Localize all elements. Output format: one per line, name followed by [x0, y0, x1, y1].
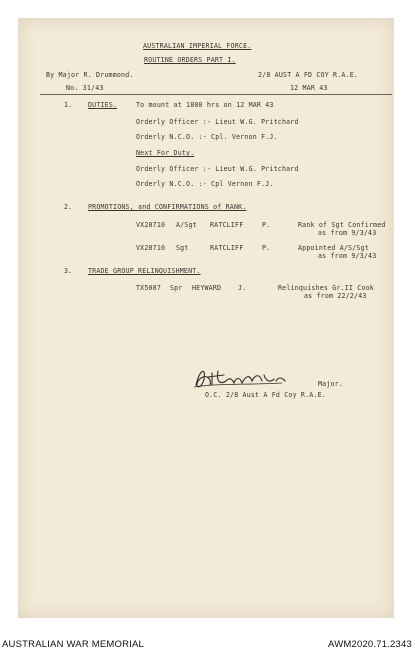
- handwritten-signature: [190, 363, 288, 393]
- entry-date: as from 9/3/43: [318, 252, 377, 260]
- entry-date: as from 22/2/43: [304, 292, 367, 300]
- entry-name: HEYWARD: [192, 284, 222, 292]
- document-subtitle: ROUTINE ORDERS PART I.: [144, 56, 236, 64]
- entry-date: as from 9/3/43: [318, 229, 377, 237]
- signature-rank: Major.: [318, 380, 344, 388]
- section-heading: DUTIES.: [88, 101, 118, 109]
- duty-line: Orderly Officer :- Lieut W.G. Pritchard: [136, 165, 299, 173]
- footer-accession-number: AWM2020.71.2343: [328, 639, 412, 650]
- document-title: AUSTRALIAN IMPERIAL FORCE.: [143, 42, 252, 50]
- entry-initial: J.: [238, 284, 247, 292]
- entry-name: RATCLIFF: [210, 221, 244, 229]
- entry-name: RATCLIFF: [210, 244, 244, 252]
- section-heading: PROMOTIONS, and CONFIRMATIONS of RANK.: [88, 203, 247, 211]
- section-number: 1.: [64, 101, 73, 109]
- footer-source: AUSTRALIAN WAR MEMORIAL: [2, 639, 145, 650]
- entry-action: Appointed A/S/Sgt: [298, 244, 369, 252]
- duty-line: Orderly N.C.O. :- Cpl. Vernon F.J.: [136, 133, 278, 141]
- entry-initial: P.: [262, 244, 271, 252]
- duty-subheading: Next For Duty.: [136, 149, 195, 157]
- entry-action: Rank of Sgt Confirmed: [298, 221, 386, 229]
- entry-rank: Spr: [170, 284, 183, 292]
- section-number: 2.: [64, 203, 73, 211]
- duty-line: Orderly Officer :- Lieut W.G. Pritchard: [136, 118, 299, 126]
- order-number: No. 31/43: [66, 84, 104, 92]
- duty-line: To mount at 1800 hrs on 12 MAR 43: [136, 101, 274, 109]
- entry-rank: Sgt: [176, 244, 189, 252]
- entry-action: Relinquishes Gr.II Cook: [278, 284, 374, 292]
- entry-number: VX28710: [136, 221, 166, 229]
- duty-line: Orderly N.C.O. :- Cpl Vernon F.J.: [136, 180, 274, 188]
- header-rule: [40, 94, 392, 95]
- entry-initial: P.: [262, 221, 271, 229]
- entry-number: VX28710: [136, 244, 166, 252]
- order-date: 12 MAR 43: [290, 84, 328, 92]
- by-line: By Major R. Drummond.: [46, 71, 134, 79]
- entry-number: TX5087: [136, 284, 162, 292]
- unit-name: 2/8 AUST A FD COY R.A.E.: [258, 71, 359, 79]
- section-number: 3.: [64, 267, 73, 275]
- section-heading: TRADE GROUP RELINQUISHMENT.: [88, 267, 201, 275]
- signature-title: O.C. 2/8 Aust A Fd Coy R.A.E.: [205, 391, 326, 399]
- entry-rank: A/Sgt: [176, 221, 197, 229]
